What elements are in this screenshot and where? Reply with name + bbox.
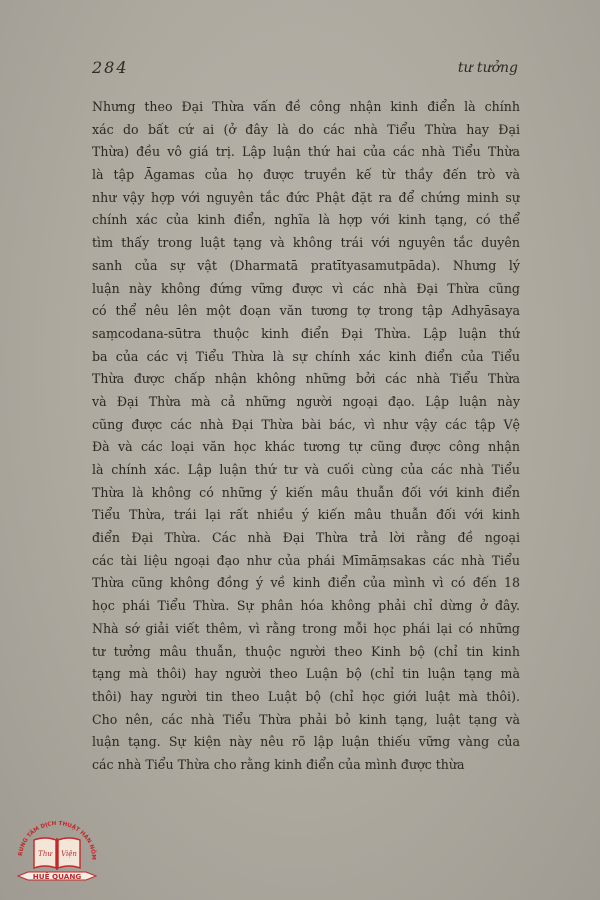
text-line: Nhưng theo Đại Thừa vấn đề công nhận kinh điển là chính: [92, 99, 520, 114]
text-line: luận tạng. Sự kiện này nêu rõ lập luận thiếu vững vàng của: [92, 734, 520, 750]
text-line: là chính xác. Lập luận thứ tư và cuối cùng của các nhà Tiểu: [92, 462, 520, 477]
text-line: Thừa cũng không đồng ý về kinh điển của mình vì có đến 18: [92, 575, 520, 591]
text-line: saṃcodana-sūtra thuộc kinh điển Đại Thừa. Lập luận thứ: [92, 325, 520, 341]
text-line: các tài liệu ngoại đạo như của phái Mīmāṃsakas các nhà Tiểu: [92, 552, 520, 568]
text-line: Tiểu Thừa, trái lại rất nhiều ý kiến mâu thuẫn đối với kinh: [92, 507, 520, 523]
text-line: và Đại Thừa mà cả những người ngoại đạo. Lập luận này: [92, 393, 520, 409]
body-text: [92, 96, 520, 777]
page-header: [92, 58, 518, 80]
logo-inner-left: Thư: [38, 850, 52, 858]
text-line: Cho nên, các nhà Tiểu Thừa phải bỏ kinh tạng, luật tạng và: [92, 711, 520, 727]
text-line: như vậy hợp với nguyên tắc đức Phật đặt ra để chứng minh sự: [92, 189, 520, 205]
text-line: là tập Āgamas của họ được truyền kế từ thầy đến trò và: [92, 167, 520, 183]
text-line: tìm thấy trong luật tạng và không trái với nguyên tắc duyên: [92, 235, 520, 251]
text-line: luận này không đứng vững được vì các nhà Đại Thừa cũng: [92, 280, 520, 296]
text-line: Thừa là không có những ý kiến mâu thuẫn đối với kinh điển: [92, 484, 520, 500]
text-line: Đà và các loại văn học khác tương tự cũng được công nhận: [92, 439, 520, 455]
page-number: 284: [92, 58, 129, 77]
text-line: sanh của sự vật (Dharmatā pratītyasamutpāda). Nhưng lý: [92, 257, 520, 273]
library-logo: [14, 818, 100, 890]
logo-arc-text: RUNG TÂM DỊCH THUẬT HÁN NÔM: [18, 820, 97, 861]
text-line: thôi) hay người tin theo Luật bộ (chỉ học giới luật mà thôi).: [92, 688, 520, 704]
text-line: chính xác của kinh điển, nghĩa là hợp với kinh tạng, có thể: [92, 212, 520, 228]
text-line: Nhà sớ giải viết thêm, vì rằng trong mỗi học phái lại có những: [92, 620, 520, 636]
text-line: cũng được các nhà Đại Thừa bài bác, vì như vậy các tập Vệ: [92, 416, 520, 432]
text-line: xác do bất cứ ai (ở đây là do các nhà Tiểu Thừa hay Đại: [92, 121, 520, 137]
logo-ribbon: [18, 872, 96, 881]
running-head: tư tưởng: [457, 60, 518, 76]
text-line: ba của các vị Tiểu Thừa là sự chính xác kinh điển của Tiểu: [92, 348, 520, 364]
text-line: tư tưởng mâu thuẫn, thuộc người theo Kinh bộ (chỉ tin kinh: [92, 643, 520, 659]
text-line: Thừa được chấp nhận không những bởi các nhà Tiểu Thừa: [92, 371, 520, 387]
text-line: điển Đại Thừa. Các nhà Đại Thừa trả lời rằng đề ngoại: [92, 530, 520, 546]
text-line: tạng mà thôi) hay người theo Luận bộ (chỉ tin luận tạng mà: [92, 666, 520, 682]
text-line: có thể nêu lên một đoạn văn tương tợ trong tập Adhyāsaya: [92, 303, 520, 319]
text-line: học phái Tiểu Thừa. Sự phân hóa không phải chỉ dừng ở đây.: [92, 598, 520, 614]
text-line: các nhà Tiểu Thừa cho rằng kinh điển của mình được thừa: [92, 756, 465, 772]
logo-inner-right: Viện: [61, 850, 77, 858]
text-line: Thừa) đều vô giá trị. Lập luận thứ hai của các nhà Tiểu Thừa: [92, 144, 520, 160]
book-icon: [34, 838, 80, 870]
logo-name: HUỆ QUANG: [32, 872, 82, 881]
